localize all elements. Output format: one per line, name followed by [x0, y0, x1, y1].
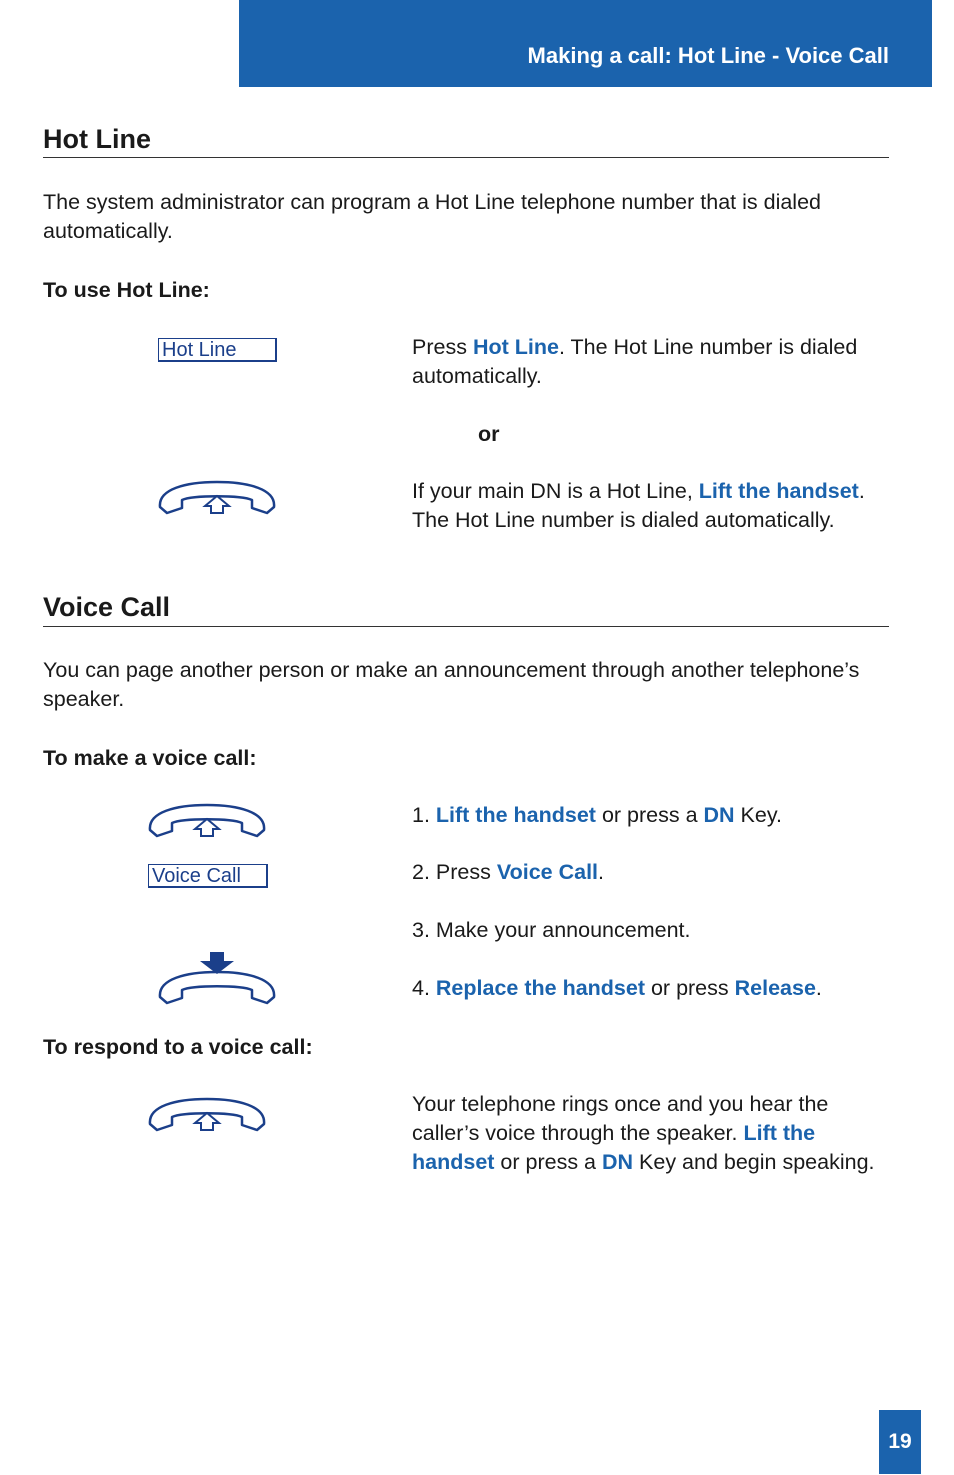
hot-line-keyword: Hot Line — [472, 335, 559, 359]
header-bar — [239, 0, 932, 87]
voice-call-softkey[interactable]: Voice Call — [148, 864, 268, 888]
respond-instructions: Your telephone rings once and you hear the caller’s voice through the speaker. Lift the handset or press a DN Key and begin speaking. — [412, 1092, 875, 1174]
hot-line-step-press: Press Hot Line. The Hot Line number is dialed automatically. — [412, 335, 858, 388]
section-divider — [43, 157, 889, 158]
voice-call-intro: You can page another person or make an announcement through another telephone’s speaker. — [43, 658, 860, 711]
section-divider — [43, 626, 889, 627]
hot-line-softkey[interactable]: Hot Line — [158, 338, 277, 362]
hot-line-intro: The system administrator can program a Hot Line telephone number that is dialed automatically. — [43, 190, 821, 243]
handset-lift-icon — [146, 1097, 268, 1133]
replace-handset-keyword: Replace the handset — [435, 976, 645, 1000]
dn-keyword: DN — [601, 1150, 634, 1174]
voice-call-step-4: 4. Replace the handset or press Release. — [412, 976, 822, 1000]
lift-handset-keyword: Lift the handset — [435, 803, 596, 827]
handset-lift-icon — [146, 803, 268, 839]
voice-call-subheading: To make a voice call: — [43, 746, 257, 770]
hot-line-subheading: To use Hot Line: — [43, 278, 210, 302]
header-title: Making a call: Hot Line - Voice Call — [527, 43, 889, 68]
dn-keyword: DN — [703, 803, 735, 827]
voice-call-step-1: 1. Lift the handset or press a DN Key. — [412, 803, 782, 827]
page-number: 19 — [879, 1410, 921, 1474]
or-label: or — [478, 422, 500, 446]
handset-replace-icon — [156, 950, 278, 1006]
voice-call-step-2: 2. Press Voice Call. — [412, 860, 604, 884]
hot-line-step-lift: If your main DN is a Hot Line, Lift the handset. The Hot Line number is dialed automatically. — [412, 479, 865, 532]
voice-call-title: Voice Call — [43, 592, 171, 622]
voice-call-keyword: Voice Call — [496, 860, 599, 884]
release-keyword: Release — [734, 976, 816, 1000]
handset-lift-icon — [156, 480, 278, 516]
respond-subheading: To respond to a voice call: — [43, 1035, 313, 1059]
lift-handset-keyword: Lift the handset — [698, 479, 859, 503]
lift-handset-keyword: Lift the handset — [412, 1121, 816, 1174]
hot-line-title: Hot Line — [43, 124, 151, 154]
voice-call-step-3: 3. Make your announcement. — [412, 918, 691, 942]
